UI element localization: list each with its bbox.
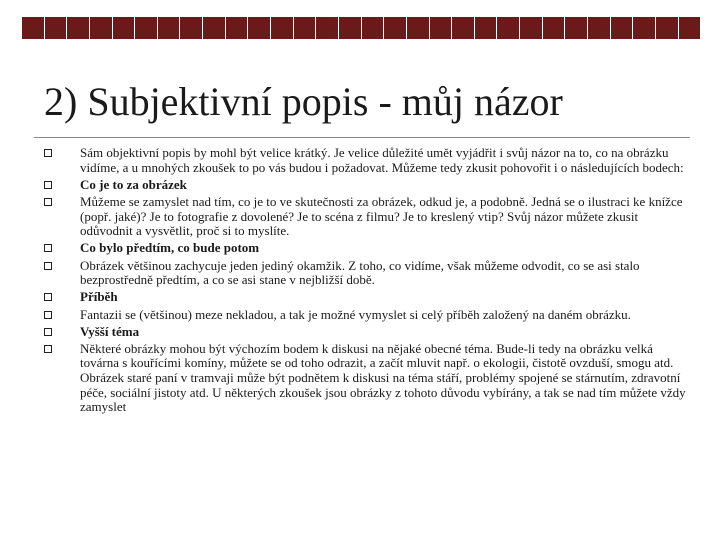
strip-segment <box>113 17 136 39</box>
title-divider <box>34 137 690 138</box>
strip-segment <box>45 17 68 39</box>
item-text: Obrázek většinou zachycuje jeden jediný okamžik. Z toho, co vidíme, však můžeme odvodit, co se asi stalo bezprostředně předtím, a co se asi stane v nejbližší době. <box>80 257 640 288</box>
strip-segment <box>520 17 543 39</box>
item-text: Sám objektivní popis by mohl být velice krátký. Je velice důležité umět vyjádřit i svůj názor na to, co na obrázku vidíme, a u mnohých zkoušek to po vás budou i požadovat. Můžeme tedy zkusit pohovořit i o následujících bodech: <box>80 145 684 175</box>
strip-segment <box>588 17 611 39</box>
square-bullet-icon <box>44 293 52 301</box>
strip-segment <box>497 17 520 39</box>
square-bullet-icon <box>44 149 52 157</box>
strip-segment <box>316 17 339 39</box>
strip-segment <box>339 17 362 39</box>
strip-segment <box>135 17 158 39</box>
list-item <box>44 195 694 239</box>
list-item-heading <box>44 290 694 305</box>
item-text: Příběh <box>80 289 118 305</box>
strip-segment <box>430 17 453 39</box>
strip-segment <box>475 17 498 39</box>
square-bullet-icon <box>44 345 52 353</box>
slide-content <box>44 146 694 417</box>
slide-title: 2) Subjektivní popis - můj názor <box>44 79 563 124</box>
square-bullet-icon <box>44 181 52 189</box>
strip-segment <box>452 17 475 39</box>
square-bullet-icon <box>44 328 52 336</box>
strip-segment <box>67 17 90 39</box>
item-text: Vyšší téma <box>80 323 140 339</box>
strip-segment <box>384 17 407 39</box>
strip-segment <box>656 17 679 39</box>
item-text: Co je to za obrázek <box>80 176 187 192</box>
list-item <box>44 259 694 288</box>
strip-segment <box>407 17 430 39</box>
strip-segment <box>226 17 249 39</box>
item-text: Co bylo předtím, co bude potom <box>80 240 260 256</box>
item-text: Některé obrázky mohou být výchozím bodem k diskusi na nějaké obecné téma. Bude-li tedy na obrázku velká továrna s kouřícími komíny, můžete se od toho odrazit, a začít mluvit např. o ekologii, čistotě ovzduší, smogu atd. Obrázek staré paní v tramvaji může být podnětem k diskusi na téma stáří, problémy spojené se stárnutím, zdravotní péče, sociální jistoty atd. U některých zkoušek jsou obrázky z tohoto důvodu vybírány, a tak se nad tím můžete vždy zamyslet <box>80 340 686 415</box>
list-item-heading <box>44 178 694 193</box>
item-text: Fantazii se (většinou) meze nekladou, a tak je možné vymyslet si celý příběh založený na daném obrázku. <box>80 306 631 322</box>
strip-segment <box>180 17 203 39</box>
strip-segment <box>679 17 701 39</box>
square-bullet-icon <box>44 262 52 270</box>
square-bullet-icon <box>44 311 52 319</box>
square-bullet-icon <box>44 244 52 252</box>
list-item-heading <box>44 241 694 256</box>
strip-segment <box>543 17 566 39</box>
strip-segment <box>248 17 271 39</box>
strip-segment <box>294 17 317 39</box>
list-item <box>44 146 694 175</box>
item-text: Můžeme se zamyslet nad tím, co je to ve skutečnosti za obrázek, odkud je, a podobně. Jedná se o ilustraci ke knížce (popř. jaké)? Je to fotografie z dovolené? Je to scéna z filmu? Je to kreslený vtip? Svůj názor můžete zkusit odůvodnit a vysvětlit, proč si to myslíte. <box>80 193 683 239</box>
list-item-heading <box>44 325 694 340</box>
square-bullet-icon <box>44 198 52 206</box>
strip-segment <box>611 17 634 39</box>
strip-segment <box>90 17 113 39</box>
strip-segment <box>362 17 385 39</box>
list-item <box>44 342 694 415</box>
strip-segment <box>633 17 656 39</box>
strip-segment <box>203 17 226 39</box>
decorative-top-strip <box>22 17 700 39</box>
list-item <box>44 308 694 323</box>
strip-segment <box>565 17 588 39</box>
strip-segment <box>158 17 181 39</box>
strip-segment <box>271 17 294 39</box>
strip-segment <box>22 17 45 39</box>
